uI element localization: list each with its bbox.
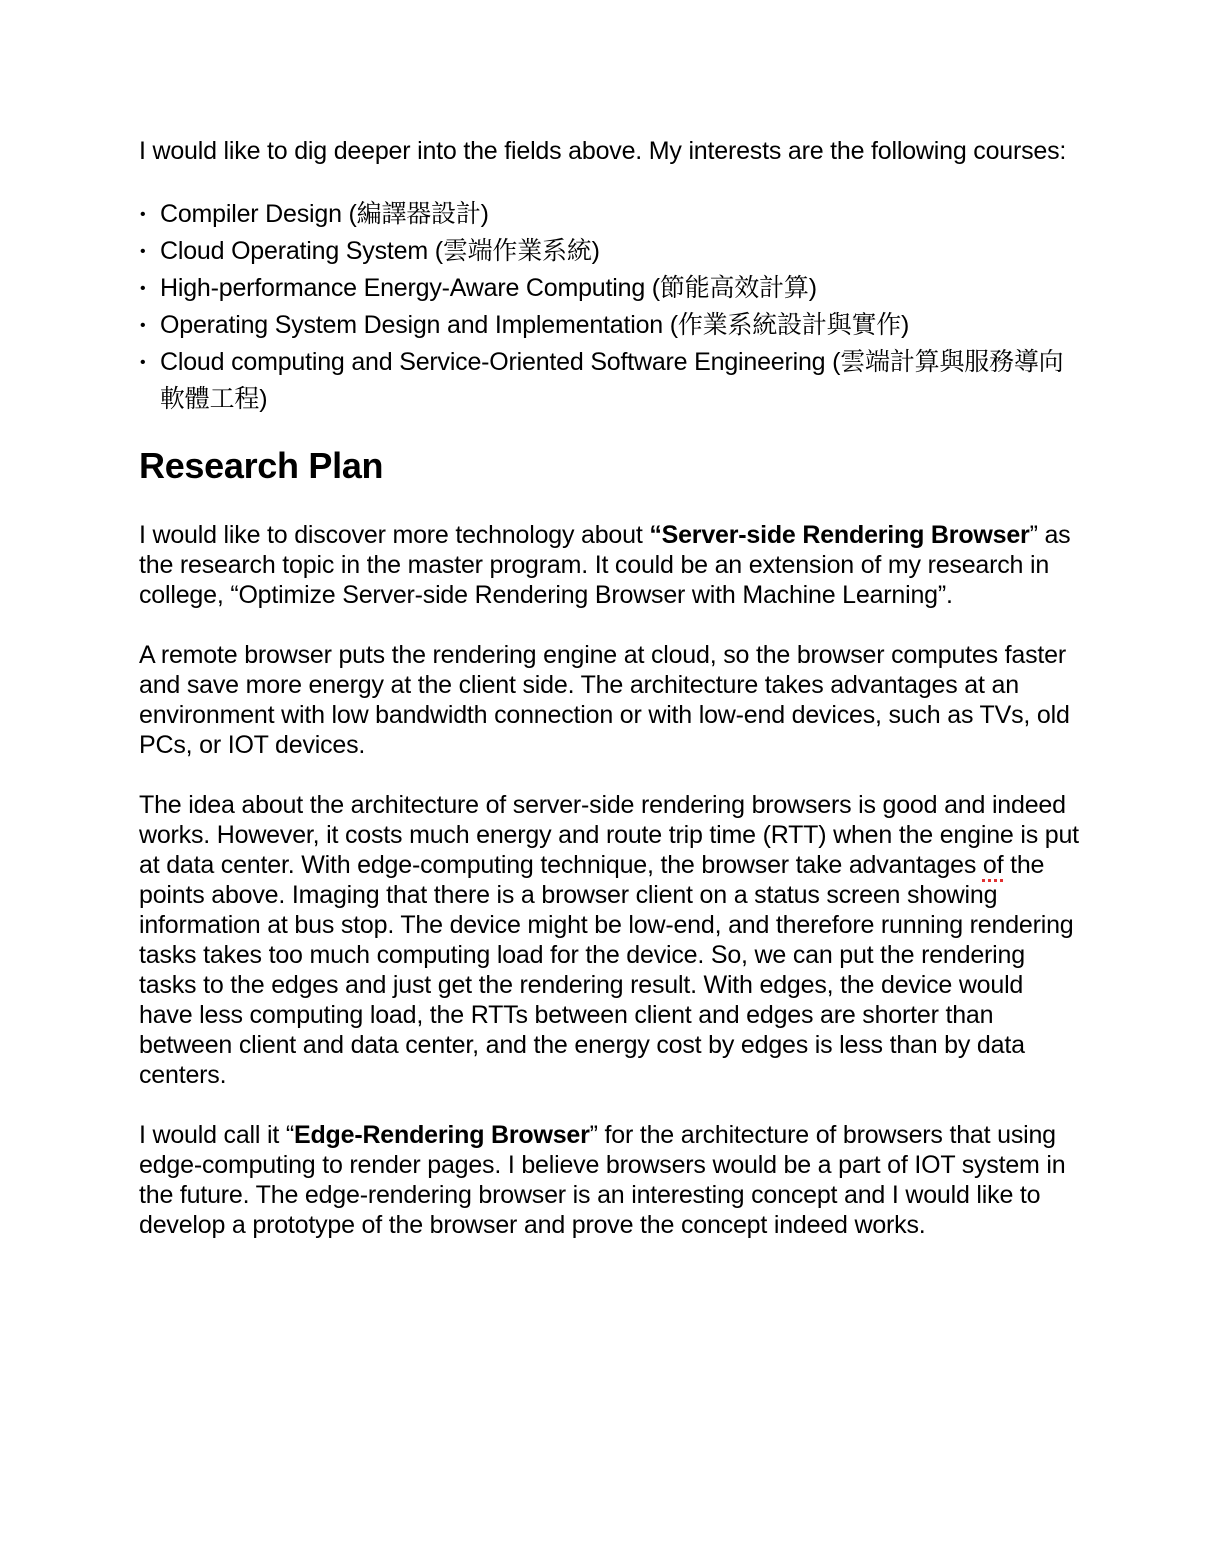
text-run: I would like to discover more technology about [139, 521, 650, 549]
intro-paragraph: I would like to dig deeper into the fields above. My interests are the following courses: [139, 137, 1067, 165]
course-item [139, 233, 1079, 270]
course-label: Compiler Design (編譯器設計) [160, 200, 489, 228]
text-run: The idea about the architecture of server-side rendering browsers is good and indeed works. However, it costs much energy and route trip time (RTT) when the engine is put at data center. With edge-computing technique, the browser take advantages [139, 791, 1079, 879]
edge-rendering-paragraph [139, 1120, 1079, 1240]
research-topic-paragraph [139, 520, 1079, 610]
document-page [139, 136, 1079, 1240]
course-label: Cloud Operating System (雲端作業系統) [160, 237, 600, 265]
bullet-icon: • [140, 317, 146, 334]
text-run: ” as the research topic in the master program. It could be an extension of my research in college, “Optimize Server-side Rendering Browser with Machine Learning”. [139, 521, 1071, 609]
course-item [139, 344, 1079, 418]
course-item [139, 307, 1079, 344]
bullet-icon: • [140, 280, 146, 297]
section-heading: Research Plan [139, 445, 384, 486]
bold-topic: “Server-side Rendering Browser [649, 521, 1030, 549]
course-item [139, 196, 1079, 233]
remote-browser-paragraph: A remote browser puts the rendering engine at cloud, so the browser computes faster and save more energy at the client side. The architecture takes advantages at an environment with low bandwidth connection or with low-end devices, such as TVs, old PCs, or IOT devices. [139, 641, 1070, 759]
bullet-icon: • [140, 206, 146, 223]
course-item [139, 270, 1079, 307]
bold-concept-name: Edge-Rendering Browser [294, 1121, 590, 1149]
bullet-icon: • [140, 243, 146, 260]
text-run: the points above. Imaging that there is a browser client on a status screen showing information at bus stop. The device might be low-end, and therefore running rendering tasks takes too much computing load for the device. So, we can put the rendering tasks to the edges and just get the rendering result. With edges, the device would have less computing load, the RTTs between client and edges are shorter than between client and data center, and the energy cost by edges is less than by data centers. [139, 851, 1074, 1089]
text-run: I would call it “ [139, 1121, 294, 1149]
course-label: Operating System Design and Implementation (作業系統設計與實作) [160, 311, 910, 339]
course-label: Cloud computing and Service-Oriented Software Engineering (雲端計算與服務導向軟體工程) [160, 348, 1064, 413]
text-run: ” for the architecture of browsers that using edge-computing to render pages. I believe browsers would be a part of IOT system in the future. The edge-rendering browser is an interesting concept and I would like to develop a prototype of the browser and prove the concept indeed works. [139, 1121, 1066, 1239]
spellcheck-flagged-word[interactable]: of [982, 851, 1004, 879]
course-label: High-performance Energy-Aware Computing (節能高效計算) [160, 274, 817, 302]
bullet-icon: • [140, 354, 146, 371]
edge-computing-paragraph [139, 790, 1079, 1090]
course-list [139, 196, 1079, 418]
